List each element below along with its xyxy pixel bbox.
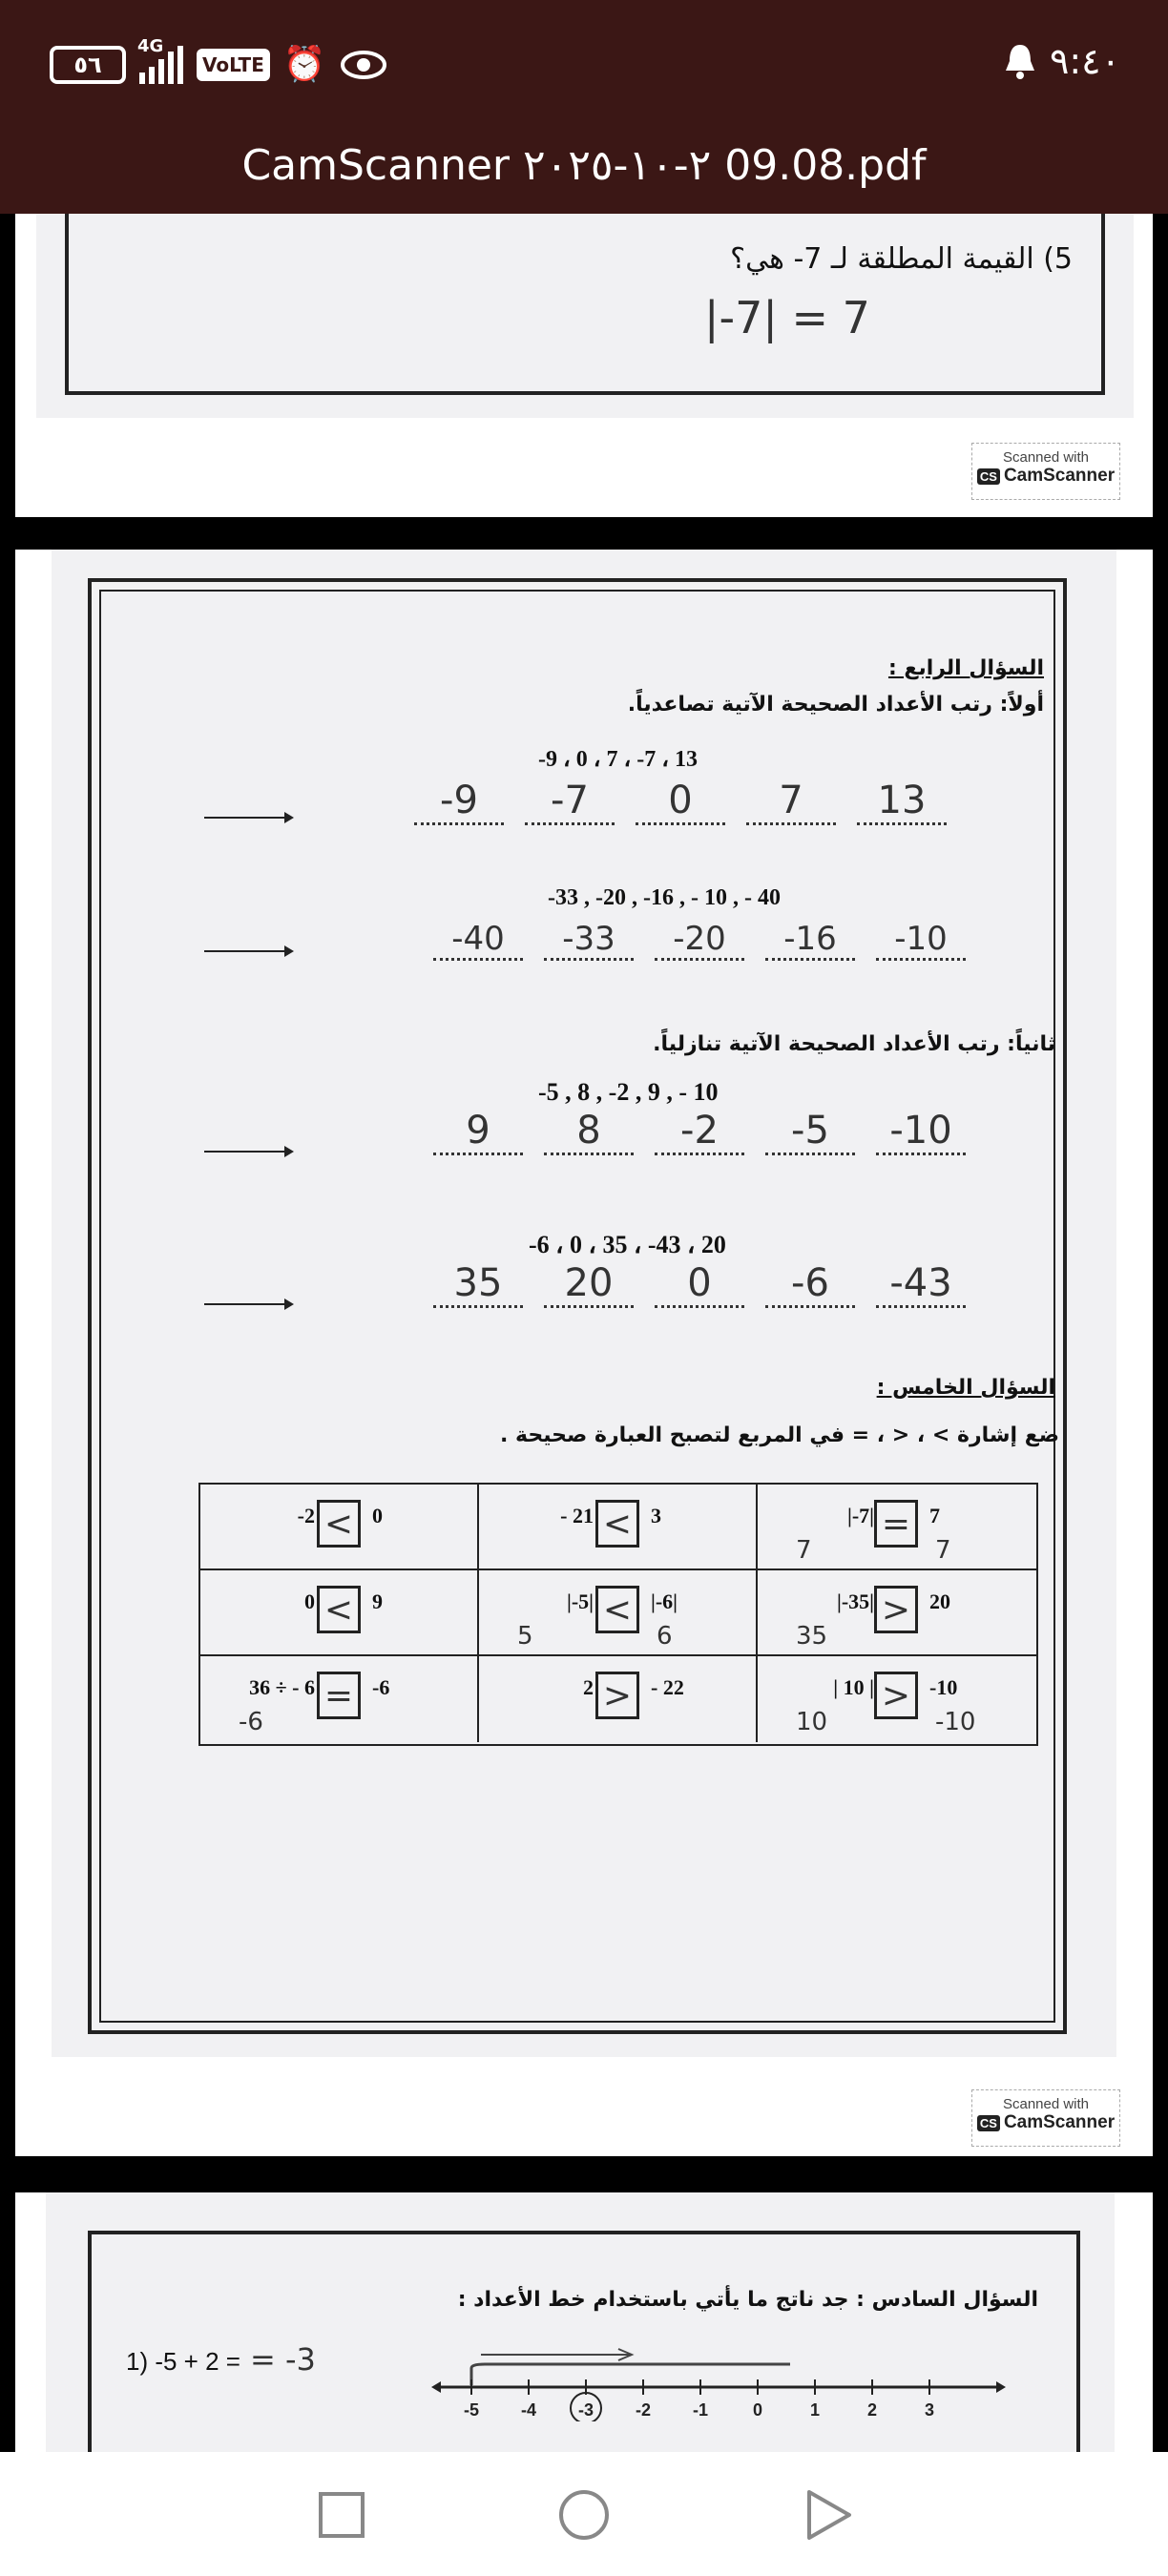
scan-image [52,550,1116,2057]
answer-box: < [317,1500,361,1548]
camscanner-watermark: Scanned with CS CamScanner [971,443,1120,500]
answer-box: > [874,1672,918,1719]
handwritten-note: 7 [796,1536,812,1565]
status-bar [0,36,1168,103]
scan-image [46,2192,1115,2452]
network-type: 4G [137,36,164,56]
right-value: |-6| [651,1589,678,1613]
eye-icon [340,49,387,81]
app-header [0,0,1168,214]
arrow-icon [204,817,290,819]
comparison-cell [200,1570,479,1656]
notification-bell-icon [1004,42,1036,80]
number-line-label: 3 [924,2400,935,2420]
left-value: 36 ÷ - 6 [249,1675,315,1699]
number-set-4: -6 ، 0 ، 35 ، -43 ، 20 [529,1231,726,1258]
home-button[interactable] [555,2486,613,2544]
right-value: 7 [929,1504,940,1527]
back-button[interactable] [800,2486,857,2544]
battery-icon: ٥٦ [50,46,126,84]
right-value: 20 [929,1589,950,1613]
left-value: - 21 [560,1504,594,1527]
camscanner-watermark: Scanned with CS CamScanner [971,2089,1120,2147]
right-value: 9 [372,1589,383,1613]
question-6-problem: 1) -5 + 2 = = -3 [126,2341,316,2378]
question-5-instruction: ضع إشارة > ، < ، = في المربع لتصبح العبارة صحيحة . [499,1423,1059,1447]
question-4-part-2: ثانياً: رتب الأعداد الصحيحة الآتية تنازلياً. [653,1032,1055,1056]
answer-row-3: 9 8 -2 -5 -10 [433,1109,1006,1155]
number-line-label: -1 [692,2400,709,2420]
handwritten-answer: |-7| = 7 [704,292,870,343]
arrow-icon [204,1303,290,1305]
answer-box: = [317,1672,361,1719]
comparison-cell [479,1656,758,1742]
number-line-label: -5 [463,2400,480,2420]
left-value: 0 [304,1589,315,1613]
clock: ٩:٤٠ [1049,40,1120,82]
pdf-page-1 [15,214,1153,517]
answer-box: > [874,1586,918,1633]
left-value: -2 [297,1504,315,1527]
navigation-bar [0,2452,1168,2576]
left-value: |-7| [846,1504,874,1527]
question-6-title: السؤال السادس : جد ناتج ما يأتي باستخدام خط الأعداد : [457,2288,1038,2312]
number-set-2: -33 , -20 , -16 , - 10 , - 40 [548,885,781,910]
answer-box: < [595,1500,639,1548]
handwritten-note: 10 [796,1708,828,1736]
comparison-cell [200,1656,479,1742]
left-value: |-5| [566,1589,594,1613]
handwritten-note: 7 [935,1536,951,1565]
arrow-icon [204,950,290,952]
comparison-cell [758,1485,1036,1570]
pdf-page-3 [15,2192,1153,2452]
recents-button[interactable] [313,2486,370,2544]
camscanner-logo-icon: CS [977,2115,1000,2131]
document-title: CamScanner ٢-١٠-٢٠٢٥ 09.08.pdf [241,141,927,190]
number-line-label: 2 [866,2400,878,2420]
question-4-part-1: أولاً: رتب الأعداد الصحيحة الآتية تصاعدياً. [627,693,1044,717]
number-line-label: 1 [809,2400,821,2420]
answer-box: = [874,1500,918,1548]
answer-box: < [317,1586,361,1633]
handwritten-note: 35 [796,1622,828,1651]
pdf-page-2 [15,550,1153,2156]
handwritten-note: -6 [239,1708,263,1736]
answer-row-2: -40 -33 -20 -16 -10 [433,920,1006,961]
number-line-label: -2 [635,2400,652,2420]
pdf-viewer[interactable] [0,214,1168,2452]
handwritten-note: 6 [657,1622,673,1651]
alarm-icon: ⏰ [282,45,326,84]
number-set-3: -5 , 8 , -2 , 9 , - 10 [538,1078,719,1106]
camscanner-logo-icon: CS [977,468,1000,485]
number-set-1: -9 ، 0 ، 7 ، -7 ، 13 [538,747,698,772]
left-value: |-35| [836,1589,874,1613]
question-5-title: السؤال الخامس : [876,1376,1055,1400]
answer-row-1: -9 -7 0 7 13 [414,779,987,825]
number-line [428,2326,1019,2421]
answer-box: < [595,1586,639,1633]
comparison-cell [200,1485,479,1570]
left-value: | 10 | [833,1675,874,1699]
answer-row-4: 35 20 0 -6 -43 [433,1261,1006,1308]
right-value: - 22 [651,1675,684,1699]
left-value: 2 [583,1675,594,1699]
right-value: 3 [651,1504,661,1527]
number-line-label: 0 [752,2400,763,2420]
question-text: 5) القيمة المطلقة لـ 7- هي؟ [730,242,1073,276]
scan-image [36,214,1134,418]
comparison-grid [198,1483,1038,1746]
number-line-label: -4 [520,2400,537,2420]
handwritten-note: -10 [935,1708,976,1736]
right-value: -10 [929,1675,958,1699]
signal-icon [137,36,183,84]
comparison-cell [758,1656,1036,1742]
comparison-cell [479,1485,758,1570]
number-line-label: -3 [577,2400,594,2420]
handwritten-note: 5 [517,1622,533,1651]
right-value: 0 [372,1504,383,1527]
right-value: -6 [372,1675,390,1699]
answer-box: > [595,1672,639,1719]
comparison-cell [479,1570,758,1656]
page-border [65,214,1105,395]
comparison-cell [758,1570,1036,1656]
arrow-icon [204,1151,290,1153]
question-4-title: السؤال الرابع : [887,656,1044,680]
volte-badge: VoLTE [197,49,270,81]
